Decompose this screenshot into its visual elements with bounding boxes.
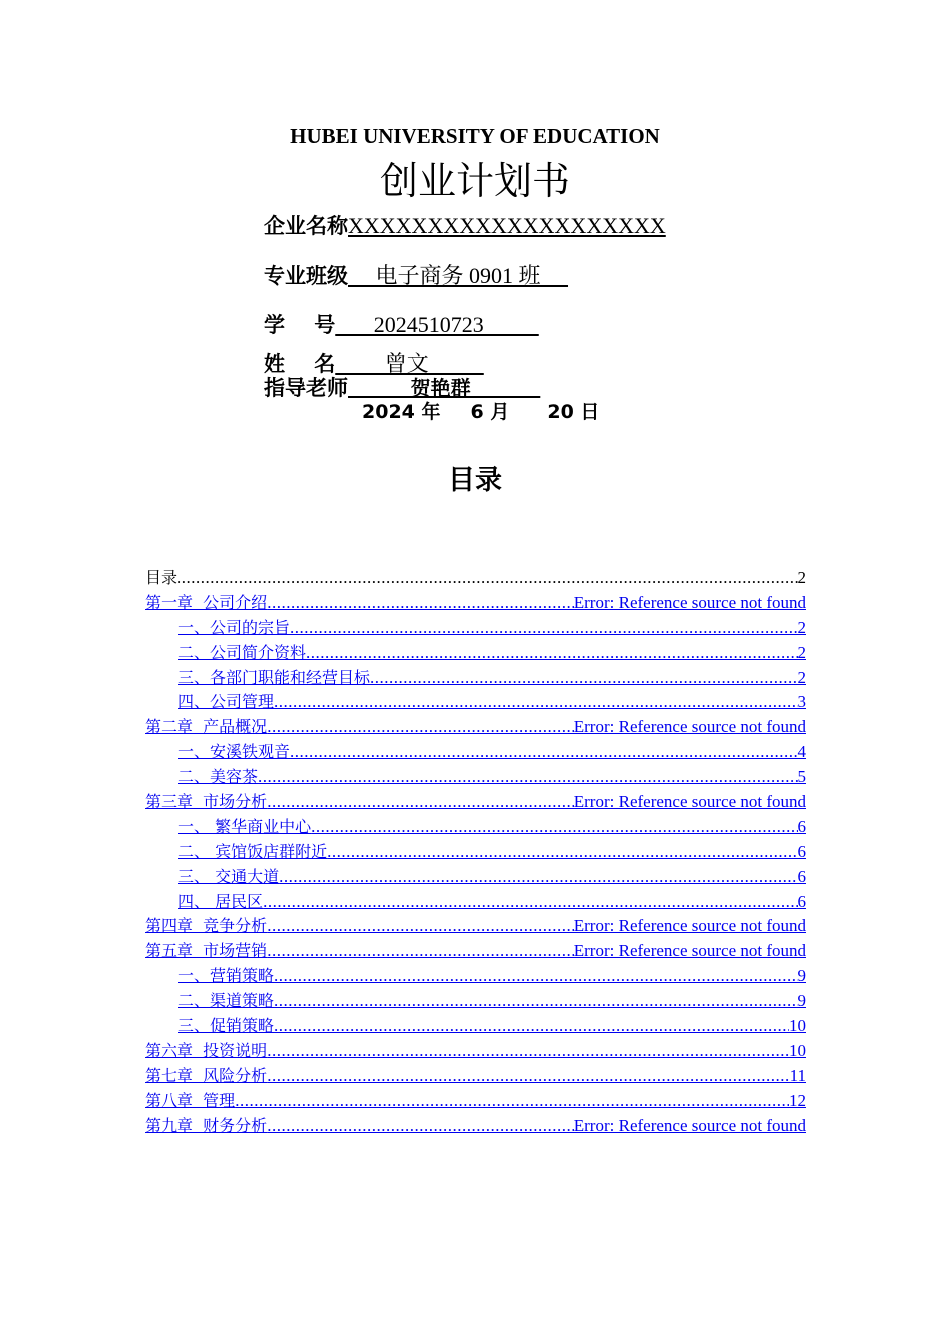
toc-leader-dots [263,890,797,915]
toc-entry-page: 6 [797,866,806,886]
toc-entry[interactable] [145,840,806,865]
toc-entry[interactable] [145,641,806,666]
toc-leader-dots [267,591,574,616]
toc-entry-page: 10 [789,1016,806,1036]
field-label: 指导老师 [264,376,348,400]
toc-entry-title: 四、公司管理 [178,692,275,712]
toc-entry[interactable] [145,865,806,890]
toc-leader-dots [177,566,797,591]
toc-leader-dots [274,1014,789,1039]
toc-entry-page: 6 [797,891,806,911]
toc-entry-title: 第五章 市场营销 [145,941,268,961]
toc-entry[interactable] [145,790,806,815]
toc-entry-page: Error: Reference source not found [573,1115,806,1135]
toc-entry-page: 3 [797,692,806,712]
field-major-class [264,259,568,290]
toc-leader-dots [311,815,797,840]
toc-entry-title: 三、促销策略 [178,1016,275,1036]
toc-entry-title: 目录 [145,568,178,587]
toc-entry-page: 2 [797,617,806,637]
toc-leader-dots [274,964,797,989]
toc-entry-page: 5 [797,767,806,787]
toc-entry-page: 2 [797,642,806,662]
toc-entry-page: 9 [797,991,806,1011]
toc-entry[interactable] [145,1039,806,1064]
toc-entry-title: 三、 交通大道 [178,866,280,886]
toc-leader-dots [327,840,797,865]
toc-entry-page: Error: Reference source not found [573,792,806,812]
field-student-id [264,309,539,339]
toc-entry[interactable] [145,1114,806,1139]
toc-leader-dots [267,914,574,939]
toc-entry[interactable] [145,1064,806,1089]
toc-entry-title: 一、安溪铁观音 [178,742,291,762]
toc-entry-page: Error: Reference source not found [573,916,806,936]
date-year: 2024 年 [362,401,441,423]
toc-leader-dots [235,1089,789,1114]
toc-leader-dots [267,1114,574,1139]
toc-entry-page: 4 [797,742,806,762]
toc-leader-dots [267,939,574,964]
toc-entry-title: 第一章 公司介绍 [145,592,268,612]
toc-entry-page: 9 [797,966,806,986]
toc-entry-title: 第八章 管理 [145,1090,236,1110]
toc-entry-page: 11 [789,1065,806,1085]
field-value: 电子商务 0901 班 [348,263,569,288]
toc-entry-title: 第四章 竞争分析 [145,916,268,936]
toc-entry[interactable] [145,690,806,715]
toc-leader-dots [258,765,797,790]
toc-entry[interactable] [145,715,806,740]
university-name: HUBEI UNIVERSITY OF EDUCATION [290,124,660,148]
toc-entry-title: 一、 繁华商业中心 [178,816,312,836]
date-day: 20 日 [547,401,600,423]
toc-entry-page: 6 [797,841,806,861]
toc-entry-title: 第三章 市场分析 [145,792,268,812]
toc-entry[interactable] [145,591,806,616]
toc-entry[interactable] [145,1014,806,1039]
toc-heading: 目录 [448,465,502,496]
date-month: 6 月 [470,401,510,423]
toc-entry-title: 二、公司简介资料 [178,642,307,662]
toc-entry-page: 10 [789,1040,806,1060]
toc-entry[interactable] [145,765,806,790]
toc-entry-title: 三、各部门职能和经营目标 [178,667,371,687]
document-date [362,397,599,424]
toc-entry-page: Error: Reference source not found [573,941,806,961]
field-label: 企业名称 [264,214,348,238]
toc-entry-title: 第二章 产品概况 [145,717,268,737]
field-value: 曾文 [335,351,484,376]
toc-entry-title: 第九章 财务分析 [145,1115,268,1135]
field-value: XXXXXXXXXXXXXXXXXXXX [348,213,666,238]
field-label: 姓 名 [264,352,336,376]
field-company-name [264,210,666,240]
toc-entry[interactable] [145,666,806,691]
toc-entry [145,566,806,591]
toc-leader-dots [290,616,797,641]
toc-entry-title: 第七章 风险分析 [145,1065,268,1085]
toc-entry-page: 2 [797,568,806,587]
toc-entry[interactable] [145,989,806,1014]
toc-leader-dots [274,989,797,1014]
toc-entry-title: 二、美容茶 [178,767,259,787]
toc-leader-dots [370,666,797,691]
table-of-contents [145,566,806,1138]
toc-entry-title: 二、渠道策略 [178,991,275,1011]
field-value: 2024510723 [335,312,539,337]
toc-entry[interactable] [145,740,806,765]
toc-entry-page: 6 [797,816,806,836]
toc-entry-title: 二、 宾馆饭店群附近 [178,841,328,861]
toc-leader-dots [279,865,797,890]
toc-entry[interactable] [145,890,806,915]
toc-leader-dots [267,1039,789,1064]
toc-leader-dots [306,641,797,666]
toc-entry-page: 2 [797,667,806,687]
field-value: 贺艳群 [348,376,541,400]
toc-entry-page: Error: Reference source not found [573,592,806,612]
toc-entry-title: 四、 居民区 [178,891,264,911]
toc-entry-page: Error: Reference source not found [573,717,806,737]
toc-leader-dots [274,690,797,715]
toc-entry[interactable] [145,939,806,964]
toc-leader-dots [290,740,797,765]
field-label: 学 号 [264,313,336,337]
toc-entry[interactable] [145,616,806,641]
toc-entry-page: 12 [789,1090,806,1110]
field-label: 专业班级 [264,264,348,288]
toc-leader-dots [267,790,574,815]
toc-entry[interactable] [145,1089,806,1114]
toc-entry[interactable] [145,914,806,939]
document-title: 创业计划书 [379,159,570,203]
toc-leader-dots [267,1064,789,1089]
toc-entry[interactable] [145,964,806,989]
toc-entry-title: 一、公司的宗旨 [178,617,291,637]
toc-entry-title: 第六章 投资说明 [145,1040,268,1060]
toc-entry[interactable] [145,815,806,840]
toc-entry-title: 一、营销策略 [178,966,275,986]
toc-leader-dots [267,715,574,740]
